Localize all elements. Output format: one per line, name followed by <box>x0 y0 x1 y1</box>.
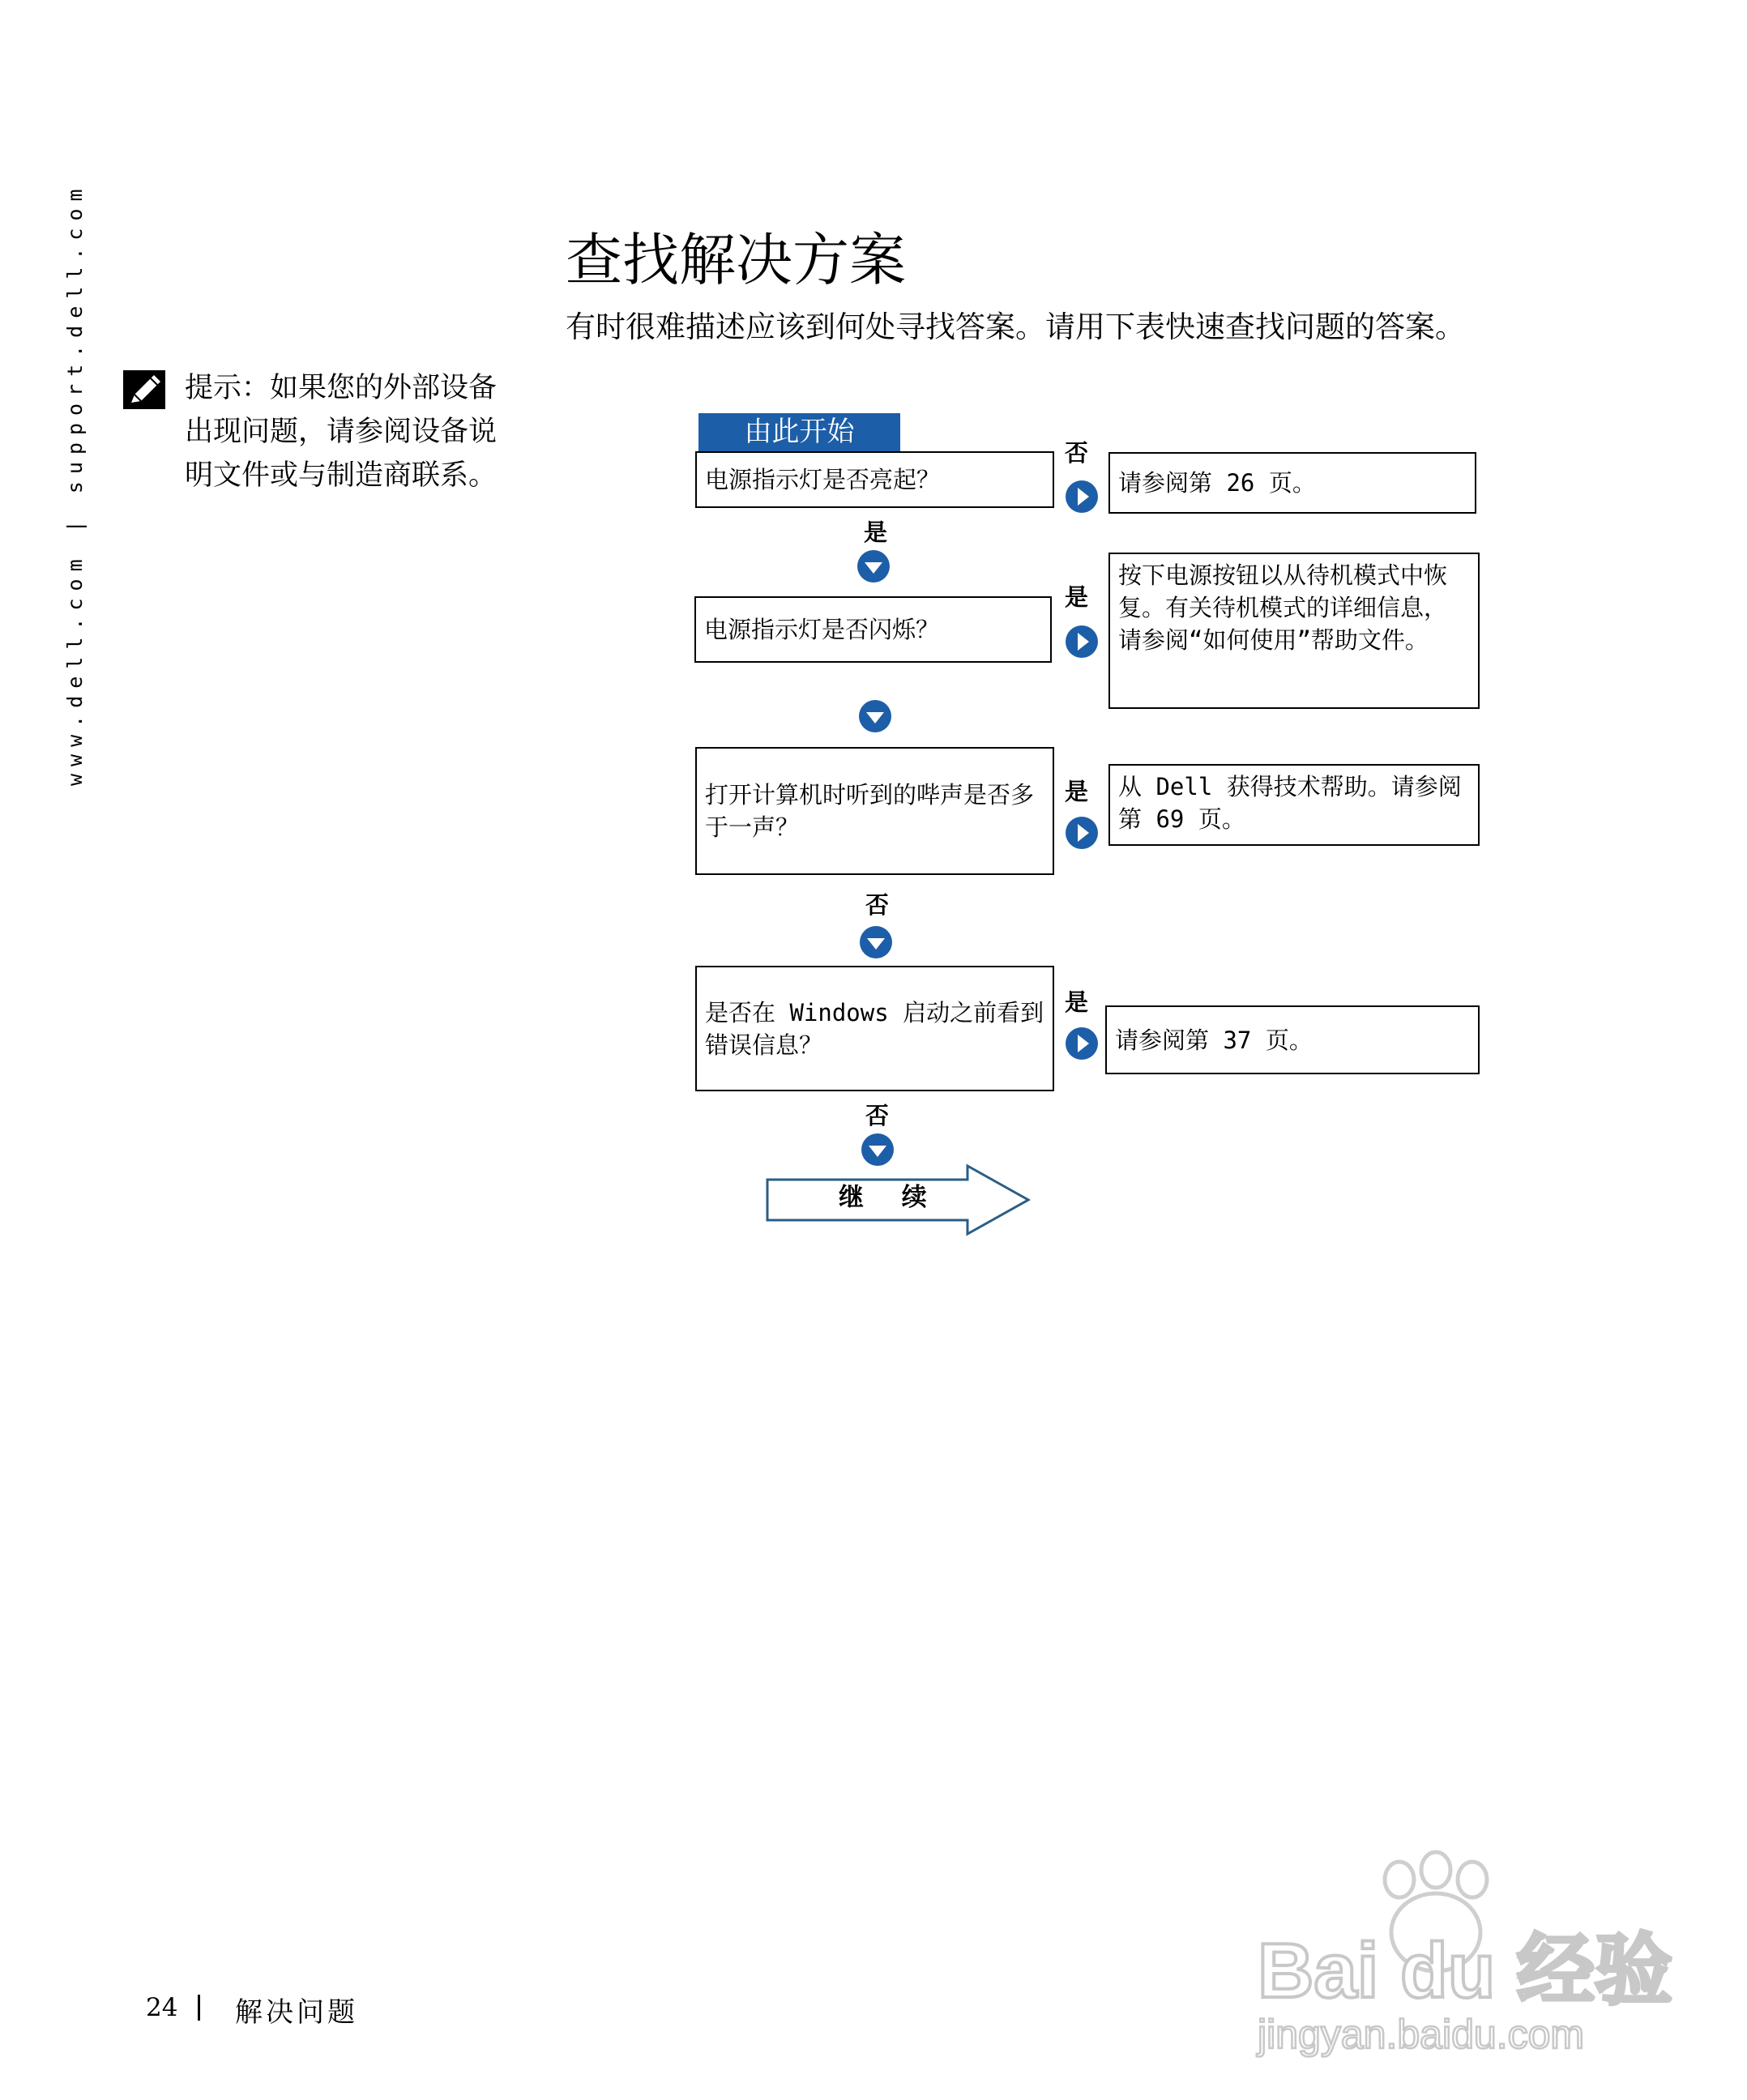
arrow-down-icon <box>858 924 894 960</box>
question-text: 打开计算机时听到的哔声是否多于一声？ <box>705 781 1035 841</box>
arrow-right-icon <box>1064 815 1100 851</box>
answer-box-2 <box>1108 553 1480 709</box>
branch-label-q4-down: 否 <box>865 1102 890 1129</box>
svg-text:Bai du 经验: Bai du 经验 <box>1258 1927 1673 2014</box>
answer-text: 请参阅第 37 页。 <box>1115 1026 1313 1054</box>
question-box-1 <box>695 451 1054 508</box>
arrow-right-icon <box>1064 479 1100 514</box>
branch-label-q1-side: 否 <box>1065 439 1089 467</box>
arrow-down-icon <box>857 698 893 734</box>
note-pencil-icon <box>123 370 165 409</box>
continue-label: 继 续 <box>839 1183 942 1212</box>
question-box-4 <box>695 966 1054 1091</box>
answer-text: 请参阅第 26 页。 <box>1118 469 1316 497</box>
question-box-3 <box>695 747 1054 875</box>
branch-label-q1-down: 是 <box>864 519 888 546</box>
answer-box-4 <box>1105 1005 1480 1074</box>
question-text: 是否在 Windows 启动之前看到错误信息？ <box>705 998 1044 1059</box>
branch-label-q4-side: 是 <box>1065 988 1089 1016</box>
page-title: 查找解决方案 <box>566 227 906 293</box>
footer-divider <box>198 1995 200 2021</box>
answer-text: 按下电源按钮以从待机模式中恢复。有关待机模式的详细信息，请参阅“如何使用”帮助文件。 <box>1118 561 1448 654</box>
start-tab: 由此开始 <box>698 413 900 451</box>
baidu-watermark-logo <box>1241 1847 1679 2058</box>
page-number: 24 <box>146 1993 178 2022</box>
question-text: 电源指示灯是否闪烁？ <box>704 616 940 643</box>
answer-text: 从 Dell 获得技术帮助。请参阅第 69 页。 <box>1118 773 1462 833</box>
svg-text:jingyan.baidu.com: jingyan.baidu.com <box>1258 2012 1585 2057</box>
arrow-down-icon <box>860 1132 895 1167</box>
arrow-down-icon <box>856 548 891 584</box>
branch-label-q3-side: 是 <box>1065 778 1089 805</box>
intro-text: 有时很难描述应该到何处寻找答案。请用下表快速查找问题的答案。 <box>566 309 1465 344</box>
footer-section: 解决问题 <box>235 1996 358 2029</box>
branch-label-q3-down: 否 <box>865 891 890 919</box>
branch-label-q2-side: 是 <box>1065 583 1089 611</box>
question-box-2 <box>694 596 1052 663</box>
answer-box-3 <box>1108 764 1480 846</box>
note-text: 提示：如果您的外部设备出现问题，请参阅设备说明文件或与制造商联系。 <box>185 372 498 492</box>
arrow-right-icon <box>1064 624 1100 659</box>
question-text: 电源指示灯是否亮起？ <box>705 466 941 493</box>
arrow-right-icon <box>1064 1026 1100 1061</box>
answer-box-1 <box>1108 452 1476 514</box>
